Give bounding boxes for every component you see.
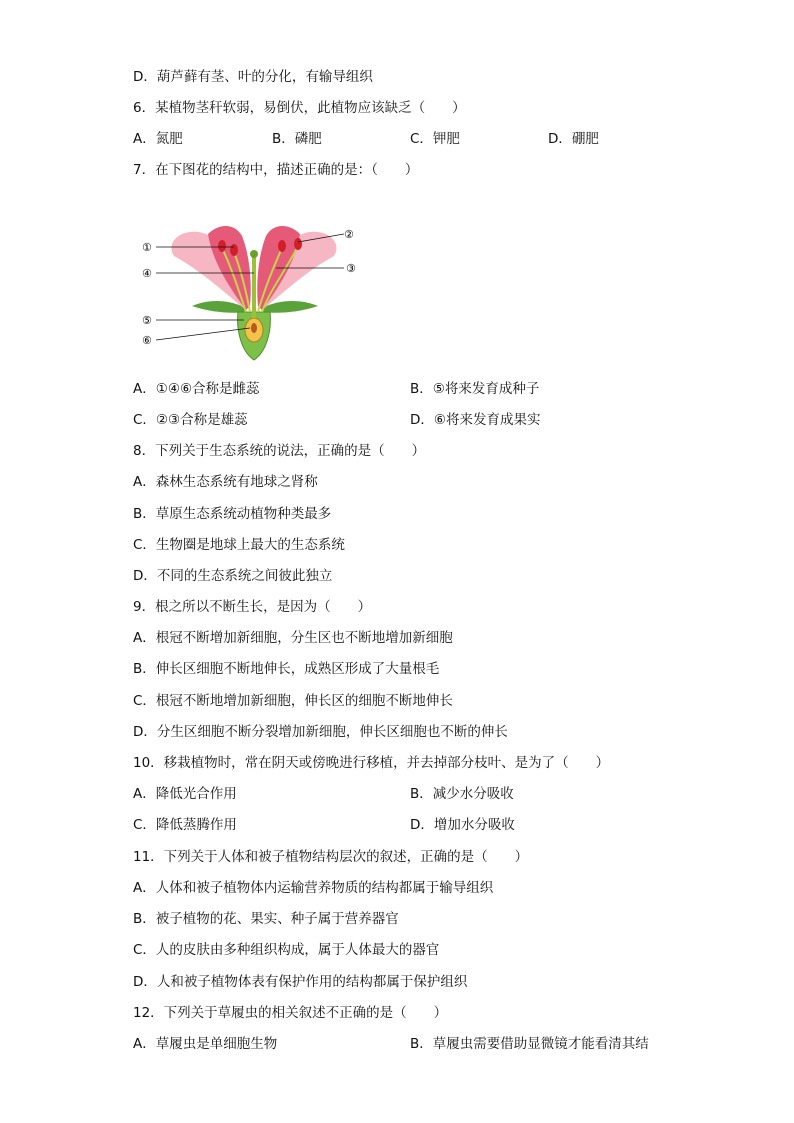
q11-option-b[interactable]: B．被子植物的花、果实、种子属于营养器官 bbox=[133, 911, 399, 927]
label-4: ④ bbox=[142, 267, 152, 280]
label-6: ⑥ bbox=[142, 334, 152, 347]
q11-option-d[interactable]: D．人和被子植物体表有保护作用的结构都属于保护组织 bbox=[133, 974, 468, 990]
q6-option-b[interactable]: B．磷肥 bbox=[272, 131, 322, 147]
q12-option-b[interactable]: B．草履虫需要借助显微镜才能看清其结 bbox=[410, 1036, 649, 1052]
q8-stem: 8．下列关于生态系统的说法，正确的是（ ） bbox=[133, 443, 426, 459]
q12-option-a[interactable]: A．草履虫是单细胞生物 bbox=[133, 1036, 278, 1052]
style bbox=[252, 256, 256, 318]
label-2: ② bbox=[344, 228, 354, 241]
q6-option-d[interactable]: D．硼肥 bbox=[548, 131, 599, 147]
leader-line-6 bbox=[156, 328, 250, 340]
label-1: ① bbox=[142, 241, 152, 254]
q6-stem: 6．某植物茎秆软弱，易倒伏，此植物应该缺乏（ ） bbox=[133, 100, 466, 116]
q7-option-d[interactable]: D．⑥将来发育成果实 bbox=[410, 412, 541, 428]
q7-option-c[interactable]: C．②③合称是雄蕊 bbox=[133, 412, 248, 428]
anther bbox=[218, 240, 226, 252]
q9-stem: 9．根之所以不断生长，是因为（ ） bbox=[133, 599, 372, 615]
anther bbox=[230, 244, 238, 256]
label-5: ⑤ bbox=[142, 314, 152, 327]
q7-stem: 7．在下图花的结构中，描述正确的是：（ ） bbox=[133, 162, 419, 178]
q10-stem: 10．移栽植物时，常在阴天或傍晚进行移植，并去掉部分枝叶、是为了（ ） bbox=[133, 755, 610, 771]
q12-stem: 12．下列关于草履虫的相关叙述不正确的是（ ） bbox=[133, 1005, 448, 1021]
anther bbox=[294, 238, 302, 250]
label-3: ③ bbox=[346, 262, 356, 275]
q8-option-b[interactable]: B．草原生态系统动植物种类最多 bbox=[133, 506, 332, 522]
q9-option-b[interactable]: B．伸长区细胞不断地伸长，成熟区形成了大量根毛 bbox=[133, 661, 440, 677]
q9-option-d[interactable]: D．分生区细胞不断分裂增加新细胞，伸长区细胞也不断的伸长 bbox=[133, 724, 508, 740]
q6-option-a[interactable]: A．氮肥 bbox=[133, 131, 183, 147]
q7-option-b[interactable]: B．⑤将来发育成种子 bbox=[410, 381, 540, 397]
q9-option-a[interactable]: A．根冠不断增加新细胞，分生区也不断地增加新细胞 bbox=[133, 630, 453, 646]
stigma bbox=[250, 250, 258, 258]
q11-option-c[interactable]: C．人的皮肤由多种组织构成，属于人体最大的器官 bbox=[133, 942, 440, 958]
ovule bbox=[251, 323, 257, 333]
q11-stem: 11．下列关于人体和被子植物结构层次的叙述，正确的是（ ） bbox=[133, 849, 529, 865]
flower-diagram bbox=[138, 216, 368, 368]
q10-option-c[interactable]: C．降低蒸腾作用 bbox=[133, 817, 237, 833]
q8-option-c[interactable]: C．生物圈是地球上最大的生态系统 bbox=[133, 537, 345, 553]
q11-option-a[interactable]: A．人体和被子植物体内运输营养物质的结构都属于输导组织 bbox=[133, 880, 494, 896]
anther bbox=[278, 240, 286, 252]
q10-option-d[interactable]: D．增加水分吸收 bbox=[410, 817, 515, 833]
flower-structure-figure bbox=[138, 216, 368, 368]
q10-option-a[interactable]: A．降低光合作用 bbox=[133, 786, 237, 802]
q8-option-a[interactable]: A．森林生态系统有地球之肾称 bbox=[133, 474, 318, 490]
q5-option-d: D．葫芦藓有茎、叶的分化，有输导组织 bbox=[133, 69, 373, 85]
q10-option-b[interactable]: B．减少水分吸收 bbox=[410, 786, 514, 802]
q6-option-c[interactable]: C．钾肥 bbox=[410, 131, 460, 147]
q9-option-c[interactable]: C．根冠不断地增加新细胞，伸长区的细胞不断地伸长 bbox=[133, 693, 453, 709]
q8-option-d[interactable]: D．不同的生态系统之间彼此独立 bbox=[133, 568, 333, 584]
q7-option-a[interactable]: A．①④⑥合称是雌蕊 bbox=[133, 381, 260, 397]
